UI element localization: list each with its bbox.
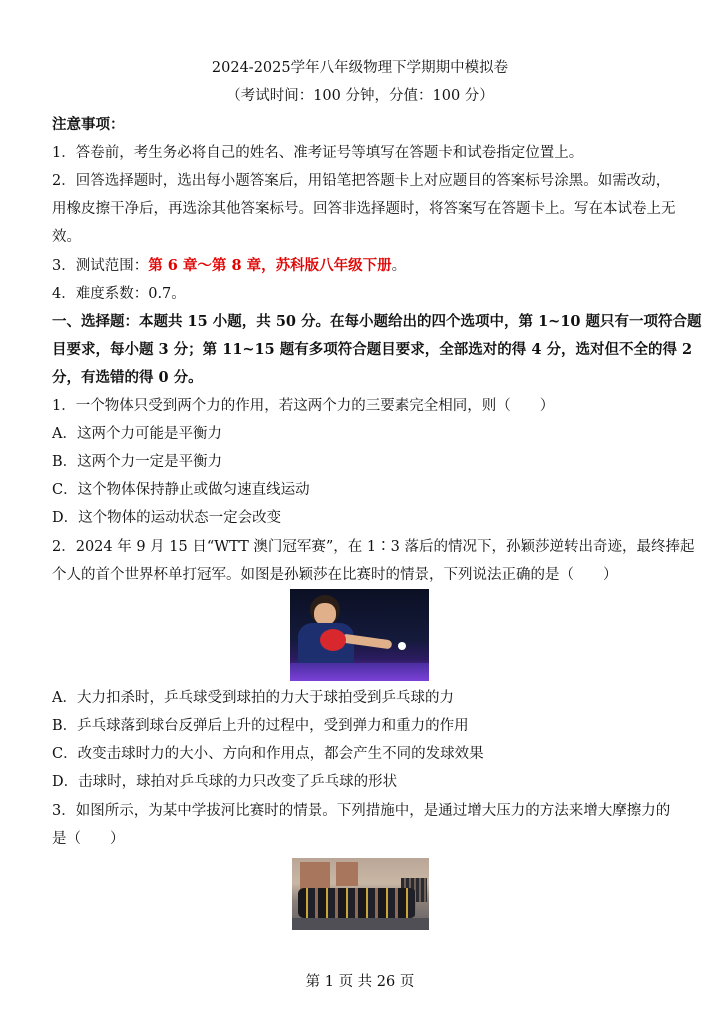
question-1-option-b: B．这两个力一定是平衡力 <box>52 454 223 470</box>
exam-subtitle: （考试时间：100 分钟，分值：100 分） <box>226 88 494 104</box>
table-tennis-photo <box>290 589 429 681</box>
section-1-intro-line-1: 一、选择题：本题共 15 小题，共 50 分。在每小题给出的四个选项中，第 1~10 题只有一项符合题 <box>52 313 702 330</box>
question-2-stem-line-2: 个人的首个世界杯单打冠军。如图是孙颖莎在比赛时的情景，下列说法正确的是（ ） <box>52 567 618 583</box>
section-1-intro-line-2: 目要求，每小题 3 分；第 11~15 题有多项符合题目要求，全部选对的得 4 分，选对但不全的得 2 <box>52 341 693 358</box>
note-item-3-prefix: 3．测试范围： <box>52 258 149 274</box>
page-footer: 第 1 页 共 26 页 <box>305 974 415 990</box>
question-2-option-b: B．乒乓球落到球台反弹后上升的过程中，受到弹力和重力的作用 <box>52 718 469 734</box>
table-surface <box>290 663 429 681</box>
note-item-2-line-2: 用橡皮擦干净后，再选涂其他答案标号。回答非选择题时，将答案写在答题卡上。写在本试卷上无 <box>52 201 676 217</box>
test-range-highlight: 第 6 章～第 8 章，苏科版八年级下册 <box>148 257 392 274</box>
building-middle <box>336 862 358 886</box>
paddle <box>320 629 346 651</box>
note-item-3 <box>52 256 670 276</box>
note-item-2-line-1: 2．回答选择题时，选出每小题答案后，用铅笔把答题卡上对应题目的答案标号涂黑。如需改动， <box>52 173 671 189</box>
note-item-4: 4．难度系数：0.7。 <box>52 286 186 302</box>
tug-of-war-team <box>298 888 416 918</box>
note-item-1: 1．答卷前，考生务必将自己的姓名、准考证号等填写在答题卡和试卷指定位置上。 <box>52 145 584 161</box>
question-1-option-a: A．这两个力可能是平衡力 <box>52 426 222 442</box>
section-1-intro-line-3: 分，有选错的得 0 分。 <box>52 369 203 386</box>
playground <box>292 918 429 930</box>
exam-title: 2024-2025学年八年级物理下学期期中模拟卷 <box>211 60 509 76</box>
note-item-2-line-3: 效。 <box>52 229 81 245</box>
question-1-option-d: D．这个物体的运动状态一定会改变 <box>52 510 282 526</box>
player-face <box>314 603 336 625</box>
question-3-stem-line-2: 是（ ） <box>52 831 125 847</box>
question-3-stem-line-1: 3．如图所示，为某中学拔河比赛时的情景。下列措施中，是通过增大压力的方法来增大摩擦力的 <box>52 803 671 819</box>
question-2-stem-line-1: 2．2024 年 9 月 15 日“WTT 澳门冠军赛”，在 1∶3 落后的情况下，孙颖莎逆转出奇迹，最终捧起 <box>52 539 695 555</box>
question-2-option-c: C．改变击球时力的大小、方向和作用点，都会产生不同的发球效果 <box>52 746 484 762</box>
notes-heading: 注意事项： <box>52 116 125 133</box>
question-1-stem: 1．一个物体只受到两个力的作用，若这两个力的三要素完全相同，则（ ） <box>52 398 555 414</box>
question-2-option-d: D．击球时，球拍对乒乓球的力只改变了乒乓球的形状 <box>52 774 398 790</box>
question-2-option-a: A．大力扣杀时，乒乓球受到球拍的力大于球拍受到乒乓球的力 <box>52 690 454 706</box>
tug-of-war-photo <box>292 858 429 930</box>
note-item-3-suffix: 。 <box>391 258 407 274</box>
ping-pong-ball <box>398 642 406 650</box>
question-1-option-c: C．这个物体保持静止或做匀速直线运动 <box>52 482 310 498</box>
